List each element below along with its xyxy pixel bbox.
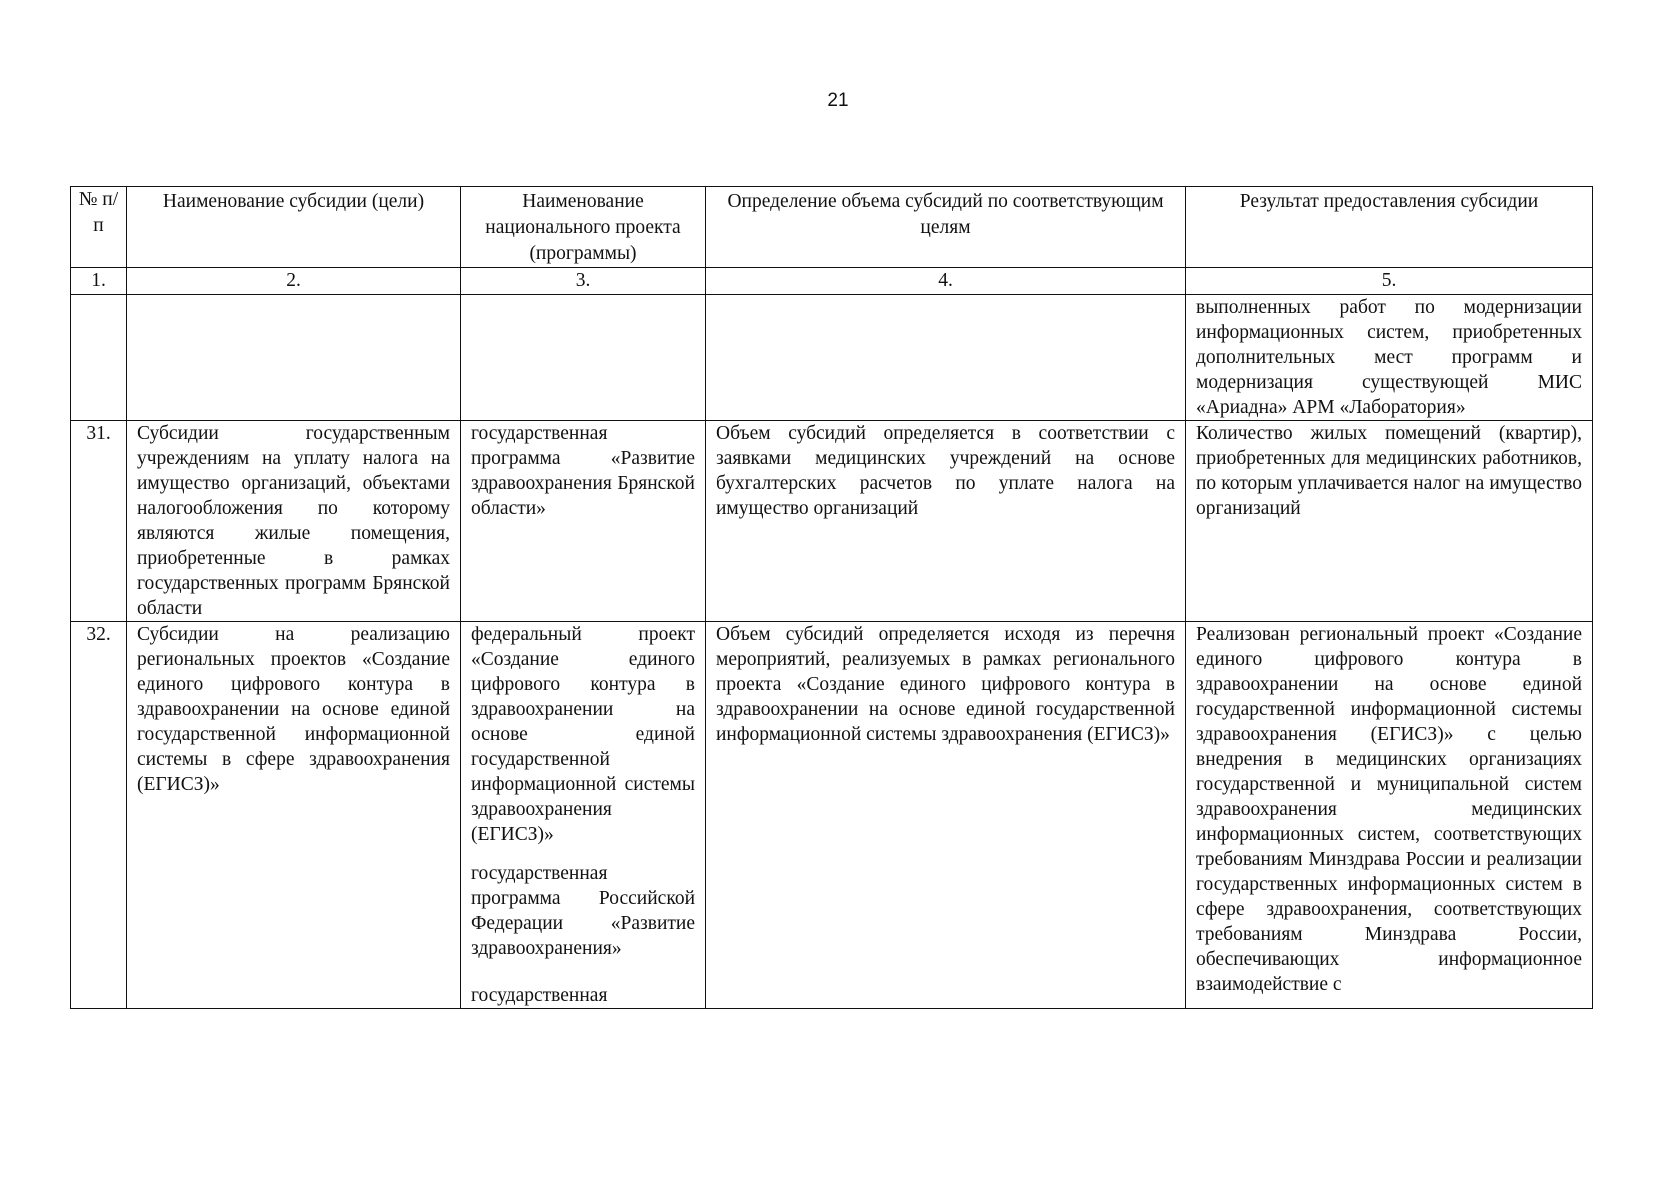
header-num: № п/п xyxy=(71,187,127,268)
project-state-continued: государственная xyxy=(471,985,608,1006)
row-project xyxy=(461,622,706,1009)
project-federal: федеральный проект «Создание единого цифрового контура в здравоохранении на основе единой государственной информационной системы здравоохранения (ЕГИСЗ)» xyxy=(471,624,695,845)
column-number-row xyxy=(71,268,1593,295)
row-name xyxy=(127,295,461,421)
header-project: Наименование национального проекта (программы) xyxy=(461,187,706,268)
row-project: государственная программа «Развитие здравоохранения Брянской области» xyxy=(461,421,706,622)
column-number: 3. xyxy=(461,268,706,295)
row-num: 31. xyxy=(71,421,127,622)
project-state-rf: государственная программа Российской Федерации «Развитие здравоохранения» xyxy=(471,863,695,959)
column-number: 1. xyxy=(71,268,127,295)
table-row xyxy=(71,622,1593,1009)
header-name: Наименование субсидии (цели) xyxy=(127,187,461,268)
row-definition: Объем субсидий определяется в соответствии с заявками медицинских учреждений на основе бухгалтерских расчетов по уплате налога на имущество организаций xyxy=(706,421,1186,622)
row-num: 32. xyxy=(71,622,127,1009)
row-definition: Объем субсидий определяется исходя из перечня мероприятий, реализуемых в рамках регионального проекта «Создание единого цифрового контура в здравоохранении на основе единой государственной информационной системы здравоохранения (ЕГИСЗ)» xyxy=(706,622,1186,1009)
table-header-row xyxy=(71,187,1593,268)
row-definition xyxy=(706,295,1186,421)
row-name: Субсидии государственным учреждениям на уплату налога на имущество организаций, объектами налогообложения по которому являются жилые помещения, приобретенные в рамках государственных программ Брянской области xyxy=(127,421,461,622)
row-result: выполненных работ по модернизации информационных систем, приобретенных дополнительных мест программ и модернизация существующей МИС «Ариадна» АРМ «Лаборатория» xyxy=(1186,295,1593,421)
subsidy-table xyxy=(70,186,1593,1009)
page-number: 21 xyxy=(827,90,849,111)
row-project xyxy=(461,295,706,421)
column-number: 5. xyxy=(1186,268,1593,295)
header-definition: Определение объема субсидий по соответствующим целям xyxy=(706,187,1186,268)
row-num xyxy=(71,295,127,421)
header-result: Результат предоставления субсидии xyxy=(1186,187,1593,268)
table-row xyxy=(71,421,1593,622)
row-name: Субсидии на реализацию региональных проектов «Создание единого цифрового контура в здравоохранении на основе единой государственной информационной системы в сфере здравоохранения (ЕГИСЗ)» xyxy=(127,622,461,1009)
row-result: Количество жилых помещений (квартир), приобретенных для медицинских работников, по которым уплачивается налог на имущество организаций xyxy=(1186,421,1593,622)
column-number: 4. xyxy=(706,268,1186,295)
row-result: Реализован региональный проект «Создание единого цифрового контура в здравоохранении на основе единой государственной информационной системы здравоохранения (ЕГИСЗ)» с целью внедрения в медицинских организациях государственной и муниципальной систем здравоохранения медицинских информационных систем, соответствующих требованиям Минздрава России и реализации государственных информационных систем в сфере здравоохранения, соответствующих требованиям Минздрава России, обеспечивающих информационное взаимодействие с xyxy=(1186,622,1593,1009)
table-row xyxy=(71,295,1593,421)
column-number: 2. xyxy=(127,268,461,295)
